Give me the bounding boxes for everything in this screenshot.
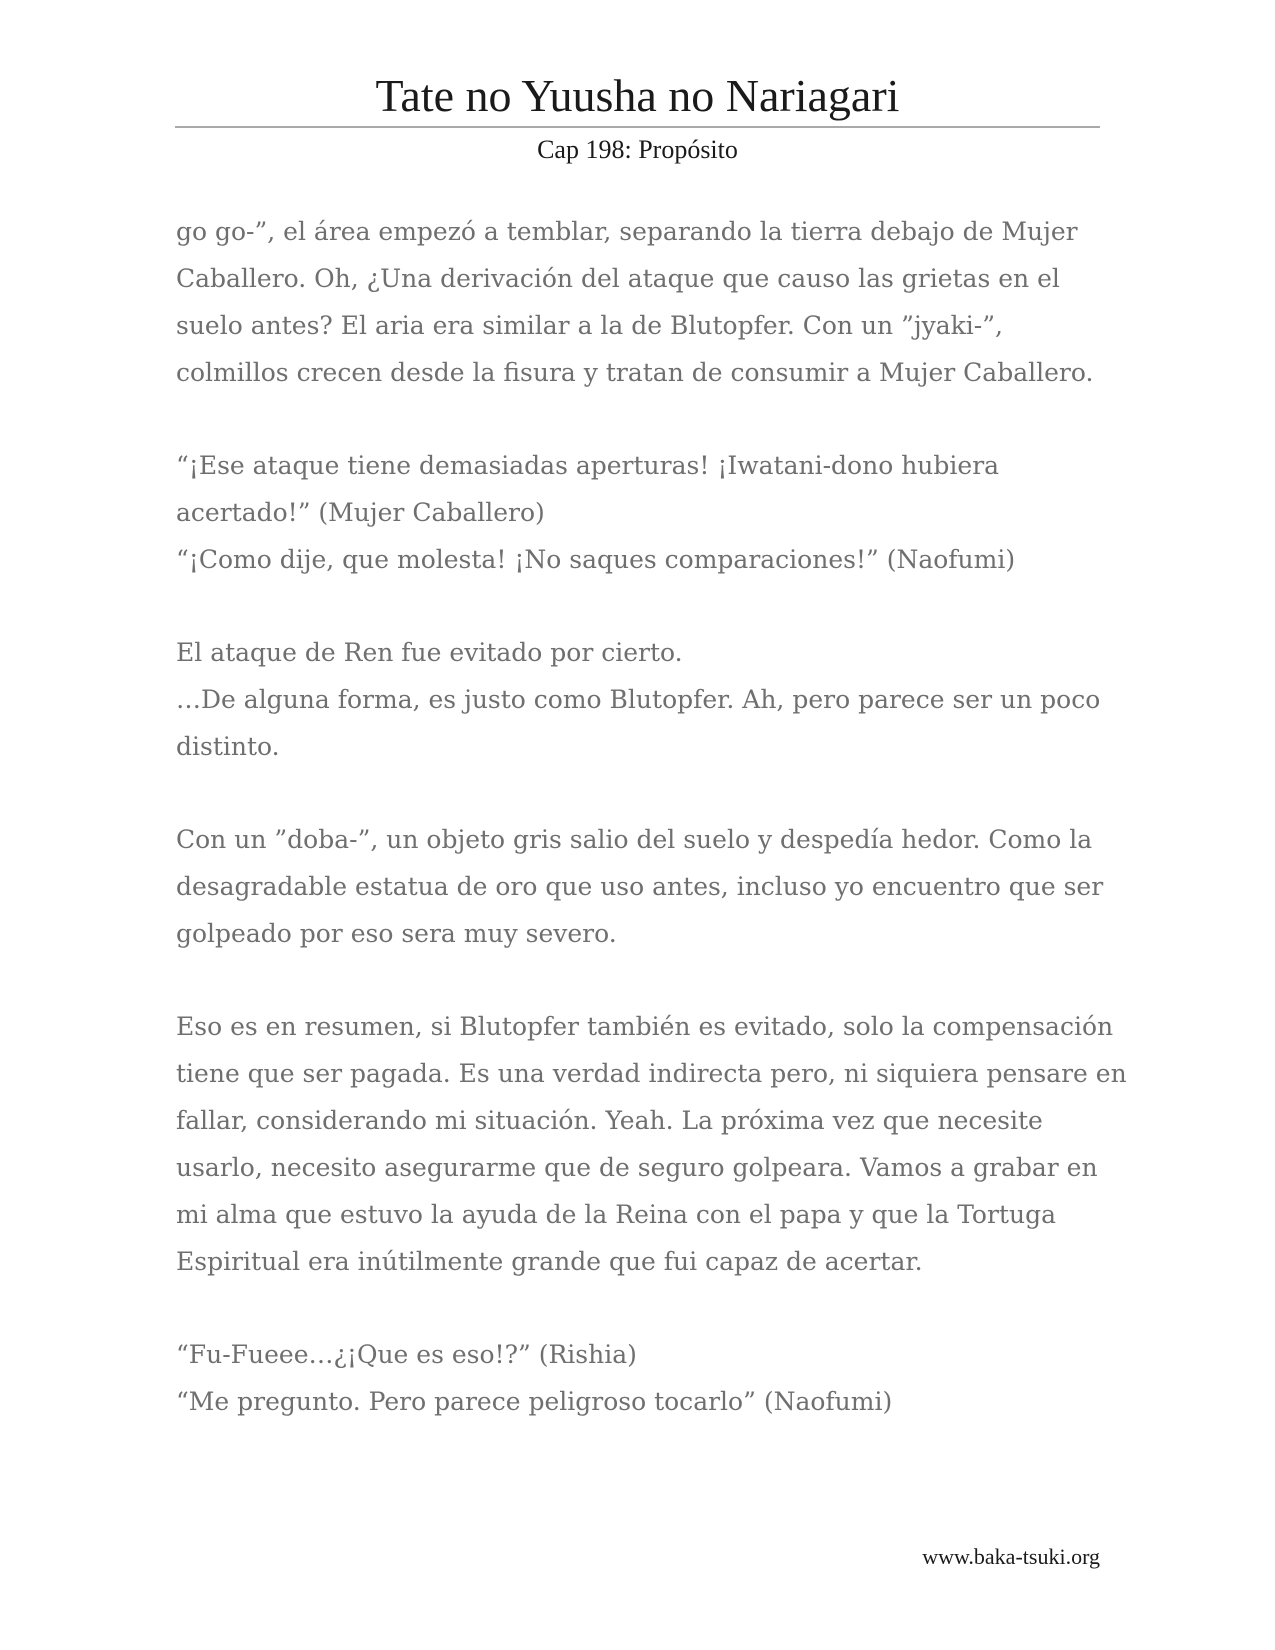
- text-line: acertado!” (Mujer Caballero): [176, 498, 545, 527]
- book-title: Tate no Yuusha no Nariagari: [375, 70, 900, 121]
- text-line: distinto.: [176, 732, 280, 761]
- text-line: El ataque de Ren fue evitado por cierto.: [176, 638, 683, 667]
- paragraph-4: [176, 816, 1104, 957]
- text-line: “Me pregunto. Pero parece peligroso tocarlo” (Naofumi): [176, 1387, 893, 1416]
- chapter-title: Cap 198: Propósito: [537, 135, 738, 164]
- footer-url: www.baka-tsuki.org: [922, 1544, 1100, 1569]
- text-line: usarlo, necesito asegurarme que de seguro golpeara. Vamos a grabar en: [176, 1153, 1098, 1182]
- text-line: Caballero. Oh, ¿Una derivación del ataque que causo las grietas en el: [176, 264, 1060, 293]
- text-line: tiene que ser pagada. Es una verdad indirecta pero, ni siquiera pensare en: [176, 1059, 1127, 1088]
- paragraph-2: [176, 442, 1100, 583]
- page-header: [175, 68, 1100, 170]
- text-line: Espiritual era inútilmente grande que fui capaz de acertar.: [176, 1247, 923, 1276]
- text-line: suelo antes? El aria era similar a la de Blutopfer. Con un ”jyaki-”,: [176, 311, 1003, 340]
- text-line: …De alguna forma, es justo como Blutopfer. Ah, pero parece ser un poco: [176, 685, 1101, 714]
- text-line: “¡Como dije, que molesta! ¡No saques comparaciones!” (Naofumi): [176, 545, 1016, 574]
- text-line: go go-”, el área empezó a temblar, separando la tierra debajo de Mujer: [176, 217, 1078, 246]
- paragraph-3: [176, 629, 1100, 770]
- paragraph-1: [176, 208, 1100, 396]
- text-line: “¡Ese ataque tiene demasiadas aperturas! ¡Iwatani-dono hubiera: [176, 451, 1000, 480]
- paragraph-6: [176, 1331, 1100, 1425]
- text-line: Eso es en resumen, si Blutopfer también es evitado, solo la compensación: [176, 1012, 1114, 1041]
- paragraph-5: [176, 1003, 1127, 1285]
- text-line: colmillos crecen desde la fisura y tratan de consumir a Mujer Caballero.: [176, 358, 1094, 387]
- text-line: desagradable estatua de oro que uso antes, incluso yo encuentro que ser: [176, 872, 1104, 901]
- text-line: “Fu-Fueee…¿¡Que es eso!?” (Rishia): [176, 1340, 637, 1369]
- header-divider: [175, 126, 1100, 128]
- text-line: Con un ”doba-”, un objeto gris salio del suelo y despedía hedor. Como la: [176, 825, 1093, 854]
- text-line: fallar, considerando mi situación. Yeah. La próxima vez que necesite: [176, 1106, 1043, 1135]
- text-line: golpeado por eso sera muy severo.: [176, 919, 617, 948]
- page-body: [176, 208, 1127, 1471]
- text-line: mi alma que estuvo la ayuda de la Reina con el papa y que la Tortuga: [176, 1200, 1056, 1229]
